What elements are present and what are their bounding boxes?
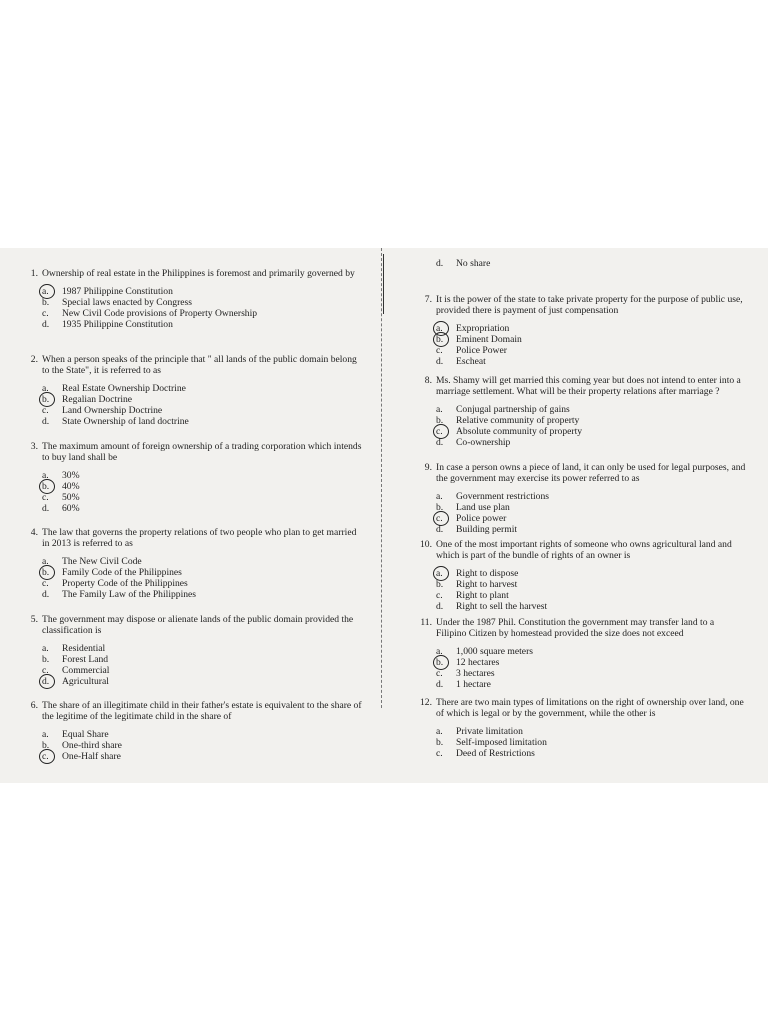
answer-options: [42, 286, 362, 330]
answer-option[interactable]: [436, 737, 746, 748]
option-letter: b.: [436, 579, 444, 590]
option-text: Real Estate Ownership Doctrine: [62, 383, 186, 394]
answer-option[interactable]: [42, 481, 362, 492]
option-letter: a.: [42, 383, 49, 394]
option-letter: c.: [436, 345, 443, 356]
option-text: 60%: [62, 503, 80, 514]
option-text: 12 hectares: [456, 657, 500, 668]
question-stem: Under the 1987 Phil. Constitution the government may transfer land to a Filipino Citizen by homestead provided the size does not exceed: [436, 617, 715, 639]
question-number: 12.: [420, 697, 432, 708]
answer-option[interactable]: [436, 258, 746, 269]
question-number: 6.: [30, 700, 38, 711]
answer-option[interactable]: [42, 470, 362, 481]
question-item: [424, 294, 746, 367]
option-text: Residential: [62, 643, 106, 654]
question-number: 4.: [30, 527, 38, 538]
answer-options: [436, 726, 746, 759]
answer-option[interactable]: [436, 748, 746, 759]
answer-option[interactable]: [42, 578, 362, 589]
option-text: 1 hectare: [456, 679, 491, 690]
answer-option[interactable]: [42, 740, 362, 751]
answer-option[interactable]: [42, 297, 362, 308]
option-text: 1935 Philippine Constitution: [62, 319, 173, 330]
option-letter: d.: [436, 679, 444, 690]
option-letter: b.: [42, 394, 50, 405]
option-text: One-Half share: [62, 751, 121, 762]
option-letter: c.: [42, 405, 49, 416]
option-text: 40%: [62, 481, 80, 492]
option-text: State Ownership of land doctrine: [62, 416, 189, 427]
option-letter: c.: [436, 668, 443, 679]
question-item: [30, 700, 362, 762]
option-letter: a.: [42, 470, 49, 481]
answer-option[interactable]: [42, 665, 362, 676]
question-item: [420, 617, 746, 690]
option-text: Right to sell the harvest: [456, 601, 548, 612]
option-text: Escheat: [456, 356, 486, 367]
question-item: [30, 614, 362, 687]
option-letter: a.: [436, 568, 443, 579]
option-letter: b.: [42, 567, 50, 578]
margin-mark: [383, 254, 384, 314]
answer-option[interactable]: [436, 345, 746, 356]
column-divider: [381, 248, 382, 708]
answer-option[interactable]: [42, 308, 362, 319]
option-letter: d.: [42, 319, 50, 330]
option-text: No share: [456, 258, 491, 269]
option-text: Deed of Restrictions: [456, 748, 535, 759]
answer-option[interactable]: [436, 356, 746, 367]
option-text: Absolute community of property: [456, 426, 583, 437]
question-stem: The government may dispose or alienate lands of the public domain provided the classification is: [42, 614, 354, 636]
option-text: Commercial: [62, 665, 110, 676]
answer-option[interactable]: [42, 589, 362, 600]
option-letter: a.: [436, 404, 443, 415]
answer-option[interactable]: [42, 405, 362, 416]
answer-options: [42, 470, 362, 514]
option-letter: d.: [436, 356, 444, 367]
answer-option[interactable]: [436, 415, 746, 426]
answer-option[interactable]: [42, 394, 362, 405]
question-item: [420, 697, 746, 759]
option-letter: b.: [436, 737, 444, 748]
option-letter: b.: [42, 654, 50, 665]
question-item: [30, 527, 362, 600]
option-text: Building permit: [456, 524, 518, 535]
question-item: [436, 258, 746, 269]
question-number: 8.: [424, 375, 432, 386]
option-text: Land use plan: [456, 502, 510, 513]
option-text: 1,000 square meters: [456, 646, 533, 657]
option-text: The Family Law of the Philippines: [62, 589, 197, 600]
option-letter: b.: [436, 334, 444, 345]
question-item: [30, 441, 362, 514]
option-text: Government restrictions: [456, 491, 549, 502]
answer-circle-mark: [39, 749, 55, 764]
option-letter: c.: [42, 751, 49, 762]
answer-option[interactable]: [42, 319, 362, 330]
answer-options: [436, 646, 746, 690]
option-text: Special laws enacted by Congress: [62, 297, 193, 308]
question-number: 9.: [424, 462, 432, 473]
question-stem: When a person speaks of the principle that " all lands of the public domain belong to the State", it is referred to as: [42, 354, 357, 376]
question-number: 3.: [30, 441, 38, 452]
option-text: Equal Share: [62, 729, 109, 740]
option-text: Agricultural: [62, 676, 109, 687]
answer-option[interactable]: [436, 679, 746, 690]
question-stem: Ms. Shamy will get married this coming year but does not intend to enter into a marriage settlement. What will be their property relations after marriage ?: [436, 375, 741, 397]
option-letter: d.: [436, 601, 444, 612]
question-number: 2.: [30, 354, 38, 365]
answer-options: [42, 729, 362, 762]
answer-options: [436, 568, 746, 612]
answer-option[interactable]: [42, 503, 362, 514]
option-letter: d.: [436, 524, 444, 535]
option-text: Right to dispose: [456, 568, 519, 579]
answer-option[interactable]: [436, 657, 746, 668]
question-stem: The law that governs the property relations of two people who plan to get married in 2013 is referred to as: [42, 527, 357, 549]
question-stem: In case a person owns a piece of land, it can only be used for legal purposes, and the government may exercise its power referred to as: [436, 462, 746, 484]
question-stem: The share of an illegitimate child in their father's estate is equivalent to the share of the legitime of the legitimate child in the share of: [42, 700, 362, 722]
option-text: Police power: [456, 513, 507, 524]
option-letter: c.: [42, 492, 49, 503]
answer-option[interactable]: [436, 426, 746, 437]
question-item: [30, 268, 362, 330]
question-number: 5.: [30, 614, 38, 625]
answer-option[interactable]: [42, 729, 362, 740]
answer-option[interactable]: [436, 437, 746, 448]
option-text: Family Code of the Philippines: [62, 567, 182, 578]
option-letter: c.: [42, 665, 49, 676]
question-stem: The maximum amount of foreign ownership of a trading corporation which intends to buy land shall be: [42, 441, 362, 463]
answer-options: [42, 556, 362, 600]
option-text: Property Code of the Philippines: [62, 578, 188, 589]
option-text: Relative community of property: [456, 415, 580, 426]
option-text: Right to harvest: [456, 579, 518, 590]
option-text: The New Civil Code: [62, 556, 142, 567]
option-letter: d.: [436, 437, 444, 448]
answer-option[interactable]: [436, 323, 746, 334]
option-text: 30%: [62, 470, 80, 481]
question-number: 10.: [420, 539, 432, 550]
option-text: 50%: [62, 492, 80, 503]
answer-options: [436, 404, 746, 448]
option-text: Private limitation: [456, 726, 523, 737]
option-text: New Civil Code provisions of Property Ownership: [62, 308, 258, 319]
option-text: Expropriation: [456, 323, 510, 334]
option-letter: a.: [436, 726, 443, 737]
option-text: Self-imposed limitation: [456, 737, 547, 748]
option-letter: a.: [436, 323, 443, 334]
exam-sheet: [0, 248, 768, 783]
answer-option[interactable]: [436, 579, 746, 590]
answer-option[interactable]: [436, 646, 746, 657]
option-letter: b.: [436, 657, 444, 668]
question-stem: Ownership of real estate in the Philippines is foremost and primarily governed by: [42, 268, 355, 279]
option-letter: d.: [42, 589, 50, 600]
answer-option[interactable]: [42, 567, 362, 578]
option-letter: c.: [436, 590, 443, 601]
answer-option[interactable]: [42, 654, 362, 665]
option-letter: c.: [436, 513, 443, 524]
question-number: 11.: [420, 617, 432, 628]
question-stem: One of the most important rights of someone who owns agricultural land and which is part of the bundle of rights of an owner is: [436, 539, 732, 561]
answer-option[interactable]: [436, 668, 746, 679]
option-letter: a.: [42, 286, 49, 297]
answer-option[interactable]: [42, 416, 362, 427]
option-letter: a.: [42, 556, 49, 567]
answer-option[interactable]: [436, 502, 746, 513]
question-number: 1.: [30, 268, 38, 279]
answer-circle-mark: [39, 674, 55, 689]
option-letter: b.: [42, 481, 50, 492]
answer-option[interactable]: [436, 726, 746, 737]
answer-option[interactable]: [42, 556, 362, 567]
answer-option[interactable]: [42, 286, 362, 297]
option-letter: c.: [436, 426, 443, 437]
answer-option[interactable]: [436, 601, 746, 612]
question-item: [424, 375, 746, 448]
option-text: Land Ownership Doctrine: [62, 405, 163, 416]
option-letter: a.: [436, 646, 443, 657]
option-letter: c.: [42, 578, 49, 589]
answer-options: [42, 643, 362, 687]
option-letter: b.: [42, 740, 50, 751]
answer-option[interactable]: [436, 404, 746, 415]
question-stem: There are two main types of limitations on the right of ownership over land, one of which is legal or by the government, while the other is: [436, 697, 744, 719]
answer-option[interactable]: [436, 590, 746, 601]
answer-option[interactable]: [42, 383, 362, 394]
answer-option[interactable]: [436, 334, 746, 345]
answer-option[interactable]: [436, 513, 746, 524]
option-text: 1987 Philippine Constitution: [62, 286, 173, 297]
option-letter: d.: [42, 416, 50, 427]
option-text: Eminent Domain: [456, 334, 522, 345]
option-letter: d.: [42, 503, 50, 514]
option-text: Right to plant: [456, 590, 509, 601]
answer-options: [436, 323, 746, 367]
question-stem: It is the power of the state to take private property for the purpose of public use, provided there is payment of just compensation: [436, 294, 743, 316]
option-letter: c.: [436, 748, 443, 759]
option-letter: b.: [42, 297, 50, 308]
option-letter: a.: [42, 643, 49, 654]
answer-options: [436, 258, 746, 269]
option-letter: a.: [436, 491, 443, 502]
answer-option[interactable]: [436, 491, 746, 502]
answer-option[interactable]: [42, 643, 362, 654]
answer-option[interactable]: [42, 492, 362, 503]
option-letter: d.: [436, 258, 444, 269]
option-letter: b.: [436, 415, 444, 426]
option-text: Forest Land: [62, 654, 109, 665]
option-text: 3 hectares: [456, 668, 495, 679]
option-letter: a.: [42, 729, 49, 740]
option-text: One-third share: [62, 740, 122, 751]
answer-options: [42, 383, 362, 427]
option-letter: d.: [42, 676, 50, 687]
question-item: [30, 354, 362, 427]
answer-options: [436, 491, 746, 535]
option-text: Regalian Doctrine: [62, 394, 133, 405]
answer-option[interactable]: [436, 568, 746, 579]
question-item: [424, 462, 746, 535]
question-item: [420, 539, 746, 612]
question-number: 7.: [424, 294, 432, 305]
option-text: Police Power: [456, 345, 507, 356]
answer-option[interactable]: [42, 676, 362, 687]
answer-option[interactable]: [436, 524, 746, 535]
option-letter: b.: [436, 502, 444, 513]
answer-option[interactable]: [42, 751, 362, 762]
option-text: Conjugal partnership of gains: [456, 404, 570, 415]
option-letter: c.: [42, 308, 49, 319]
option-text: Co-ownership: [456, 437, 511, 448]
